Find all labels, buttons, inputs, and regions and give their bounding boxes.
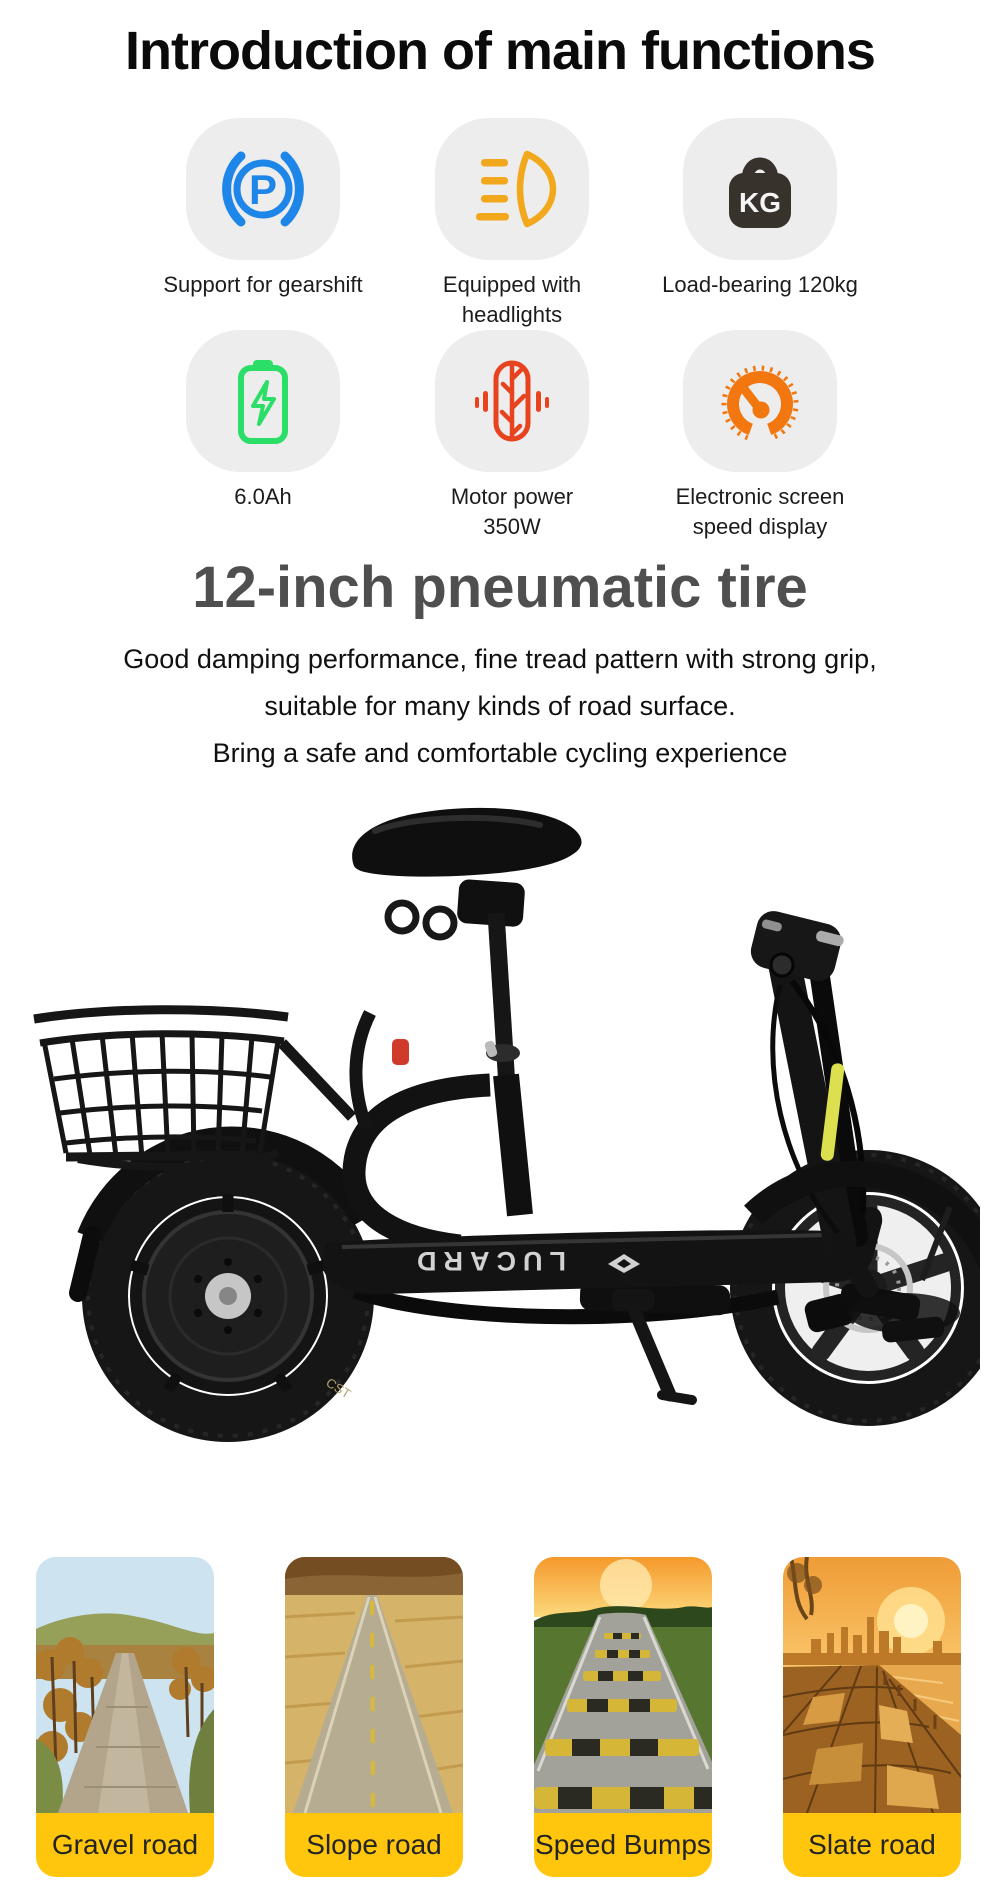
feature-label <box>143 270 383 300</box>
feature-label-line: 350W <box>483 514 541 539</box>
icon-bubble <box>186 118 340 260</box>
slope-road-photo <box>285 1557 463 1813</box>
feature-label <box>640 270 880 300</box>
road-card-label-text: Slate road <box>808 1829 936 1860</box>
feature-label-line: Equipped with <box>442 272 582 297</box>
feature-load-bearing <box>640 118 880 300</box>
paragraph-line: Bring a safe and comfortable cycling experience <box>212 738 788 768</box>
gravel-road-photo <box>36 1557 214 1813</box>
section-heading: 12-inch pneumatic tire <box>192 555 808 620</box>
road-card-label <box>783 1813 961 1877</box>
battery-icon <box>217 355 309 447</box>
road-card-label <box>534 1813 712 1877</box>
road-card-gravel <box>36 1557 214 1877</box>
paragraph-line: suitable for many kinds of road surface. <box>264 691 736 721</box>
svg-text:LUCARD: LUCARD <box>410 1246 566 1276</box>
feature-battery <box>143 330 383 512</box>
icon-bubble <box>186 330 340 472</box>
parking-brake-icon <box>217 143 309 235</box>
feature-label-line: speed display <box>692 514 828 539</box>
rear-wheel <box>88 1156 368 1436</box>
feature-label <box>392 270 632 330</box>
feature-label-line: 6.0Ah <box>234 484 292 509</box>
road-card-label-text: Gravel road <box>51 1829 199 1860</box>
feature-label-line: headlights <box>461 302 563 327</box>
svg-text:CST: CST <box>323 1374 354 1402</box>
feature-motor-power <box>392 330 632 542</box>
seat-assembly <box>352 808 581 1215</box>
road-card-label-text: Slope road <box>306 1829 442 1860</box>
road-card-slate <box>783 1557 961 1877</box>
speedometer-icon <box>714 355 806 447</box>
slate-road-photo <box>783 1557 961 1813</box>
scooter-illustration <box>20 745 980 1455</box>
icon-bubble <box>683 118 837 260</box>
svg-text:KG: KG <box>739 187 781 218</box>
headlight-icon <box>466 143 558 235</box>
feature-speed-display <box>640 330 880 542</box>
feature-label-line: Support for gearshift <box>163 272 363 297</box>
road-card-label <box>285 1813 463 1877</box>
kg-weight-icon <box>714 143 806 235</box>
feature-label <box>640 482 880 542</box>
rack-tube <box>356 1013 370 1127</box>
road-card-label <box>36 1813 214 1877</box>
road-card-label-text: Speed Bumps <box>535 1829 711 1860</box>
paragraph-line: Good damping performance, fine tread pattern with strong grip, <box>123 644 877 674</box>
page-title: Introduction of main functions <box>125 21 875 81</box>
feature-label-line: Load-bearing 120kg <box>662 272 858 297</box>
feature-label-line: Motor power <box>450 484 574 509</box>
feature-label <box>143 482 383 512</box>
svg-text:P: P <box>248 166 278 213</box>
road-card-speed-bumps <box>534 1557 712 1877</box>
feature-headlights <box>392 118 632 330</box>
speed-bumps-photo <box>534 1557 712 1813</box>
icon-bubble <box>435 330 589 472</box>
feature-label-line: Electronic screen <box>675 484 845 509</box>
feature-label <box>392 482 632 542</box>
icon-bubble <box>435 118 589 260</box>
feature-gearshift <box>143 118 383 300</box>
road-card-slope <box>285 1557 463 1877</box>
frame-tube <box>354 1085 490 1246</box>
icon-bubble <box>683 330 837 472</box>
tire-icon <box>466 355 558 447</box>
product-photo-scooter <box>20 745 980 1455</box>
